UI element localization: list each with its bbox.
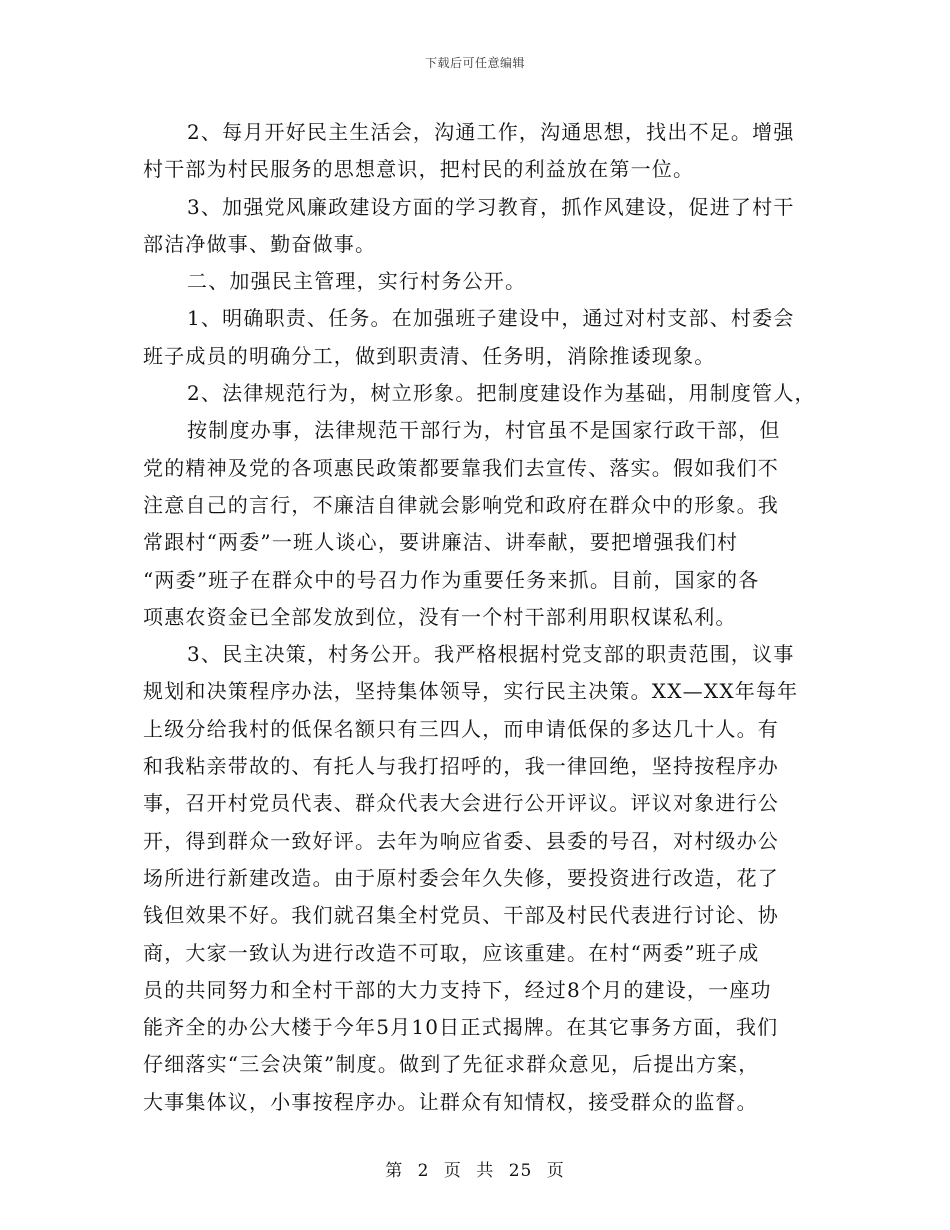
paragraph-line: 2、法律规范行为，树立形象。把制度建设作为基础，用制度管人， bbox=[187, 381, 816, 406]
paragraph-line: 上级分给我村的低保名额只有三四人，而申请低保的多达几十人。有 bbox=[143, 716, 779, 741]
page-footer bbox=[0, 1156, 950, 1181]
paragraph-line: 常跟村“两委”一班人谈心，要讲廉洁、讲奉献，要把增强我们村 bbox=[143, 530, 739, 555]
paragraph-line: 3、民主决策，村务公开。我严格根据村党支部的职责范围，议事 bbox=[187, 642, 795, 667]
paragraph-line: “两委”班子在群众中的号召力作为重要任务来抓。目前，国家的各 bbox=[143, 567, 760, 592]
paragraph-line: 规划和决策程序办法，坚持集体领导，实行民主决策。XX—XX年每年 bbox=[143, 679, 799, 704]
paragraph-line: 注意自己的言行，不廉洁自律就会影响党和政府在群众中的形象。我 bbox=[143, 492, 779, 517]
paragraph-line: 班子成员的明确分工，做到职责清、任务明，消除推诿现象。 bbox=[143, 343, 716, 368]
paragraph-line: 按制度办事，法律规范干部行为，村官虽不是国家行政干部，但 bbox=[187, 418, 781, 443]
paragraph-line: 党的精神及党的各项惠民政策都要靠我们去宣传、落实。假如我们不 bbox=[143, 455, 779, 480]
footer-prefix: 第 bbox=[385, 1161, 404, 1181]
paragraph-line: 项惠农资金已全部发放到位，没有一个村干部利用职权谋私利。 bbox=[143, 604, 737, 629]
paragraph-line: 商，大家一致认为进行改造不可取，应该重建。在村“两委”班子成 bbox=[143, 940, 760, 965]
footer-suffix: 页 bbox=[546, 1161, 565, 1181]
body-text bbox=[143, 114, 823, 1121]
paragraph-line: 和我粘亲带故的、有托人与我打招呼的，我一律回绝，坚持按程序办 bbox=[143, 754, 779, 779]
paragraph-line: 大事集体议，小事按程序办。让群众有知情权，接受群众的监督。 bbox=[143, 1089, 758, 1114]
current-page-number: 2 bbox=[417, 1161, 430, 1181]
paragraph-line: 村干部为村民服务的思想意识，把村民的利益放在第一位。 bbox=[143, 157, 695, 182]
paragraph-line: 开，得到群众一致好评。去年为响应省委、县委的号召，对村级办公 bbox=[143, 828, 779, 853]
paragraph-line: 部洁净做事、勤奋做事。 bbox=[143, 231, 377, 256]
paragraph-line: 钱但效果不好。我们就召集全村党员、干部及村民代表进行讨论、协 bbox=[143, 903, 779, 928]
footer-page-word: 页 bbox=[443, 1161, 462, 1181]
paragraph-line: 事，召开村党员代表、群众代表大会进行公开评议。评议对象进行公 bbox=[143, 791, 779, 816]
paragraph-line: 2、每月开好民主生活会，沟通工作，沟通思想，找出不足。增强 bbox=[187, 120, 795, 144]
footer-total-word: 共 bbox=[476, 1161, 495, 1181]
page-header: 下载后可任意编辑 bbox=[424, 56, 525, 70]
paragraph-line: 能齐全的办公大楼于今年5月10日正式揭牌。在其它事务方面，我们 bbox=[143, 1015, 779, 1040]
paragraph-line: 1、明确职责、任务。在加强班子建设中，通过对村支部、村委会 bbox=[187, 306, 795, 331]
paragraph-line: 员的共同努力和全村干部的大力支持下，经过8个月的建设，一座功 bbox=[143, 977, 772, 1002]
paragraph-line: 仔细落实“三会决策”制度。做到了先征求群众意见，后提出方案， bbox=[143, 1052, 760, 1077]
section-heading: 二、加强民主管理，实行村务公开。 bbox=[187, 269, 527, 294]
total-page-count: 25 bbox=[508, 1161, 533, 1181]
paragraph-line: 场所进行新建改造。由于原村委会年久失修，要投资进行改造，花了 bbox=[143, 865, 779, 890]
paragraph-line: 3、加强党风廉政建设方面的学习教育，抓作风建设，促进了村干 bbox=[187, 194, 795, 219]
